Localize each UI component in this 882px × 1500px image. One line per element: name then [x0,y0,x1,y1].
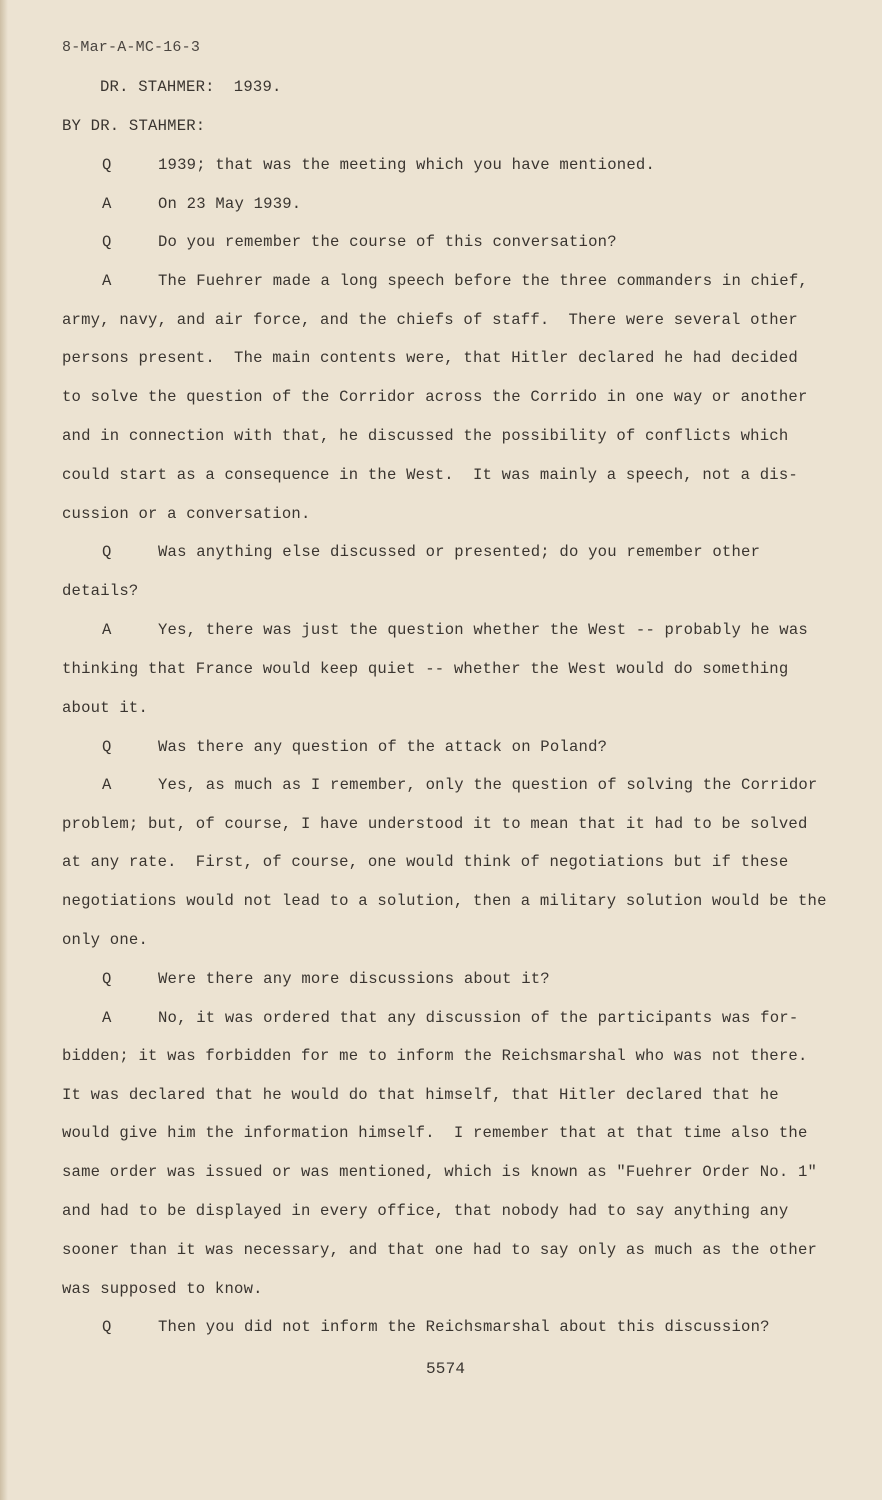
speaker-label: A [102,776,112,794]
transcript-line: at any rate. First, of course, one would think of negotiations but if these [62,853,789,871]
transcript-line: bidden; it was forbidden for me to inform the Reichsmarshal who was not there. [62,1047,808,1065]
transcript-line: Yes, there was just the question whether the West -- probably he was [158,621,808,639]
transcript-line: The Fuehrer made a long speech before the three commanders in chief, [158,272,808,290]
speaker-label: Q [102,1318,112,1336]
transcript-line: army, navy, and air force, and the chiefs of staff. There were several other [62,311,798,329]
examination-heading: BY DR. STAHMER: [62,117,206,135]
transcript-line: details? [62,582,139,600]
transcript-line: sooner than it was necessary, and that one had to say only as much as the other [62,1241,818,1259]
speaker-label: A [102,1009,112,1027]
transcript-line: thinking that France would keep quiet -- whether the West would do something [62,660,789,678]
transcript-line: same order was issued or was mentioned, which is known as "Fuehrer Order No. 1" [62,1163,818,1181]
transcript-line: Do you remember the course of this conversation? [158,233,617,251]
transcript-line: to solve the question of the Corridor across the Corrido in one way or another [62,388,808,406]
transcript-line: 1939; that was the meeting which you have mentioned. [158,156,656,174]
speaker-label: A [102,195,112,213]
page-number: 5574 [426,1360,466,1378]
opening-speaker-line: DR. STAHMER: 1939. [100,78,282,96]
transcript-line: about it. [62,699,149,717]
page-edge-shadow [0,0,8,1500]
speaker-label: A [102,621,112,639]
speaker-label: Q [102,543,112,561]
transcript-line: Was anything else discussed or presented; do you remember other [158,543,761,561]
transcript-line: and had to be displayed in every office, that nobody had to say anything any [62,1202,789,1220]
document-reference: 8-Mar-A-MC-16-3 [62,39,201,56]
transcript-line: would give him the information himself. I remember that at that time also the [62,1124,808,1142]
transcript-line: negotiations would not lead to a solution, then a military solution would be the [62,892,827,910]
transcript-line: only one. [62,931,149,949]
speaker-label: Q [102,738,112,756]
transcript-line: Then you did not inform the Reichsmarshal about this discussion? [158,1318,770,1336]
transcript-line: On 23 May 1939. [158,195,302,213]
transcript-line: cussion or a conversation. [62,505,311,523]
transcript-line: Was there any question of the attack on Poland? [158,738,608,756]
transcript-line: Were there any more discussions about it? [158,970,550,988]
transcript-line: problem; but, of course, I have understood it to mean that it had to be solved [62,815,808,833]
speaker-label: A [102,272,112,290]
transcript-line: was supposed to know. [62,1280,263,1298]
transcript-line: No, it was ordered that any discussion of the participants was for- [158,1009,799,1027]
transcript-line: could start as a consequence in the West. It was mainly a speech, not a dis- [62,466,798,484]
transcript-line: Yes, as much as I remember, only the question of solving the Corridor [158,776,818,794]
transcript-line: persons present. The main contents were, that Hitler declared he had decided [62,349,798,367]
speaker-label: Q [102,156,112,174]
transcript-line: It was declared that he would do that himself, that Hitler declared that he [62,1086,779,1104]
speaker-label: Q [102,970,112,988]
transcript-line: and in connection with that, he discussed the possibility of conflicts which [62,427,789,445]
speaker-label: Q [102,233,112,251]
